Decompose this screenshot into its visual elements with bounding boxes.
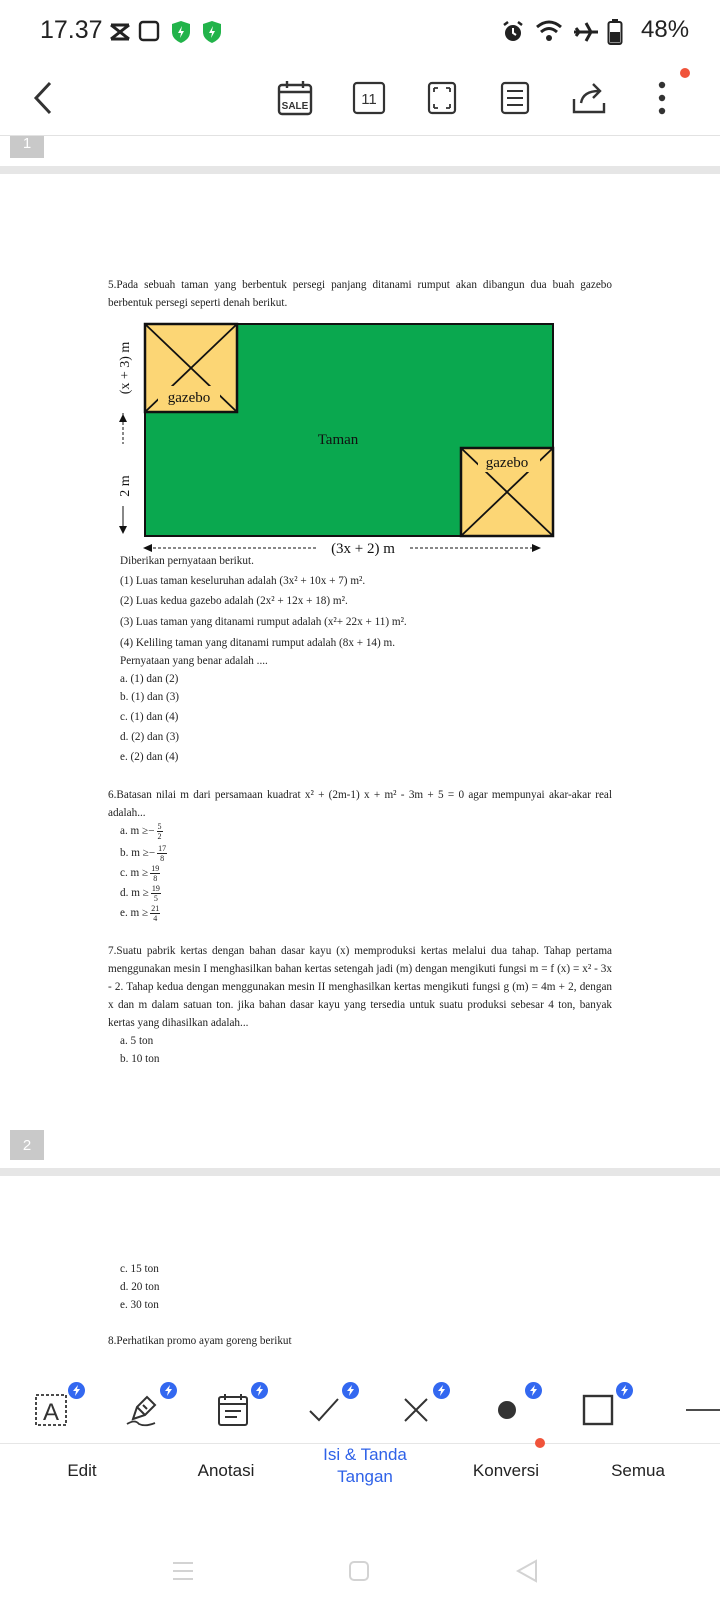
q7-option-d: d. 20 ton — [120, 1281, 160, 1293]
page-label-1: 1 — [10, 136, 44, 158]
square-tool[interactable] — [574, 1386, 622, 1434]
line-tool[interactable] — [672, 1386, 720, 1434]
recents-icon — [170, 1558, 196, 1584]
q6-option-b — [120, 844, 167, 863]
nav-back-icon — [514, 1558, 540, 1584]
dot-tool[interactable] — [483, 1386, 531, 1434]
page-count-icon — [352, 81, 386, 115]
q6-option-e — [120, 904, 160, 923]
q6-option-a — [120, 822, 163, 841]
square-icon — [582, 1394, 614, 1426]
top-toolbar — [0, 64, 720, 136]
q7-option-a: a. 5 ton — [120, 1035, 154, 1047]
gazebo-label-2: gazebo — [485, 455, 529, 471]
konversi-notification-dot — [535, 1438, 545, 1448]
question-7-text: 7.Suatu pabrik kertas dengan bahan dasar kayu (x) memproduksi kertas melalui dua tahap. Tahap pertama menggunakan mesin I menghasilkan bahan kertas setengah jadi (m) dengan mengikuti fungsi m = f (x) = x² - 3x - 2. Tahap kedua dengan menggunakan mesin II menghasilkan kertas mengikuti fungsi g (m) = 4m + 2, dengan x dan m dalam satuan ton. jika bahan dasar kayu yang tersedia untuk suatu produksi sebesar 4 ton, banyak kertas yang dihasilkan adalah... — [108, 945, 612, 1029]
q6-option-d-fraction — [151, 884, 161, 903]
q6-b-num: 17 — [158, 844, 167, 853]
more-button[interactable] — [638, 74, 686, 122]
q6-option-c-prefix: c. m ≥ — [120, 867, 149, 880]
sale-button[interactable] — [271, 74, 319, 122]
bolt-badge — [251, 1382, 268, 1399]
tab-isi-tanda-tangan[interactable]: Isi & Tanda Tangan — [323, 1445, 407, 1486]
q6-e-den: 4 — [153, 914, 158, 923]
page-count-button[interactable] — [345, 74, 393, 122]
q6-option-a-prefix: a. m ≥− — [120, 825, 155, 838]
tab-edit[interactable]: Edit — [67, 1461, 97, 1480]
bolt-badge — [160, 1382, 177, 1399]
q6-d-den: 5 — [153, 894, 158, 903]
document-viewer[interactable] — [0, 136, 720, 1376]
tab-semua[interactable]: Semua — [611, 1461, 665, 1480]
chevron-left-icon — [30, 80, 58, 116]
status-bar — [0, 0, 720, 64]
dot-icon — [496, 1399, 518, 1421]
statements-intro: Diberikan pernyataan berikut. — [120, 555, 254, 567]
share-icon — [571, 81, 607, 115]
q6-option-c-fraction — [150, 864, 160, 883]
bolt-icon — [255, 1385, 264, 1396]
q6-option-b-prefix: b. m ≥− — [120, 847, 156, 860]
battery-percent: 48% — [641, 16, 690, 43]
q6-a-den: 2 — [157, 832, 162, 841]
home-button[interactable] — [346, 1558, 372, 1584]
text-box-icon — [34, 1393, 68, 1427]
statement-2: (2) Luas kedua gazebo adalah (2x² + 12x + 18) m². — [120, 595, 348, 607]
bolt-icon — [529, 1385, 538, 1396]
taman-label: Taman — [317, 432, 359, 448]
q7-option-b: b. 10 ton — [120, 1053, 160, 1065]
cross-icon — [402, 1396, 430, 1424]
reader-mode-button[interactable] — [491, 74, 539, 122]
q5-option-a: a. (1) dan (2) — [120, 673, 179, 685]
statement-4: (4) Keliling taman yang ditanami rumput adalah (8x + 14) m. — [120, 637, 396, 649]
bolt-badge — [525, 1382, 542, 1399]
q6-option-c — [120, 864, 160, 883]
back-button[interactable] — [20, 74, 68, 122]
q6-b-den: 8 — [160, 854, 165, 863]
dimension-bottom: (3x + 2) m — [331, 541, 395, 556]
system-nav-bar — [0, 1540, 720, 1600]
bolt-icon — [437, 1385, 446, 1396]
gazebo-label-1: gazebo — [167, 390, 211, 406]
recents-button[interactable] — [170, 1558, 196, 1584]
fill-sign-toolbar — [0, 1376, 720, 1444]
garden-diagram — [108, 316, 558, 556]
svg-text:A: A — [42, 1399, 60, 1426]
status-time: 17.37 — [40, 16, 103, 44]
page-separator-2 — [0, 1168, 720, 1176]
capcut-icon — [108, 20, 132, 44]
question-5-text: 5.Pada sebuah taman yang berbentuk persegi panjang ditanami rumput akan dibangun dua buah gazebo berbentuk persegi seperti denah berikut. — [108, 279, 612, 309]
share-button[interactable] — [565, 74, 613, 122]
q5-option-d: d. (2) dan (3) — [120, 731, 180, 743]
statement-1: (1) Luas taman keseluruhan adalah (3x² + 10x + 7) m². — [120, 575, 366, 587]
q7-option-e: e. 30 ton — [120, 1299, 159, 1311]
nav-back-button[interactable] — [514, 1558, 540, 1584]
fullscreen-button[interactable] — [418, 74, 466, 122]
check-icon — [308, 1397, 340, 1423]
tab-konversi[interactable]: Konversi — [472, 1461, 540, 1480]
wifi-icon — [535, 19, 563, 43]
page-label-2: 2 — [10, 1130, 44, 1160]
q6-option-a-fraction — [157, 822, 163, 841]
page-count: 11 — [361, 91, 377, 108]
bolt-badge — [342, 1382, 359, 1399]
q6-option-e-fraction — [150, 904, 160, 923]
q6-a-num: 5 — [157, 822, 162, 831]
question-6-text: 6.Batasan nilai m dari persamaan kuadrat x² + (2m-1) x + m² - 3m + 5 = 0 agar mempunyai akar-akar real adalah... — [108, 789, 612, 819]
bolt-icon — [164, 1385, 173, 1396]
battery-icon — [607, 18, 623, 46]
check-tool[interactable] — [300, 1386, 348, 1434]
page-separator — [0, 166, 720, 174]
gazebo-top-left — [145, 324, 237, 412]
q6-e-num: 21 — [151, 904, 160, 913]
bolt-badge — [616, 1382, 633, 1399]
screen-icon — [138, 20, 160, 42]
notification-dot — [680, 68, 690, 78]
sale-calendar-icon — [277, 80, 313, 116]
dimension-left-top: (x + 3) m — [118, 341, 133, 395]
q5-option-c: c. (1) dan (4) — [120, 711, 179, 723]
q5-option-b: b. (1) dan (3) — [120, 691, 180, 703]
more-vertical-icon — [657, 80, 667, 116]
statement-3: (3) Luas taman yang ditanami rumput adalah (x²+ 22x + 11) m². — [120, 616, 407, 628]
q6-option-d-prefix: d. m ≥ — [120, 887, 149, 900]
sale-label: SALE — [281, 101, 309, 112]
line-icon — [672, 1408, 720, 1412]
bolt-icon — [346, 1385, 355, 1396]
fullscreen-icon — [427, 81, 457, 115]
q5-option-e: e. (2) dan (4) — [120, 751, 179, 763]
signature-pen-icon — [125, 1393, 159, 1427]
q6-d-num: 19 — [151, 884, 160, 893]
dimension-left-bottom: 2 m — [118, 475, 133, 497]
bolt-badge — [68, 1382, 85, 1399]
bolt-icon — [620, 1385, 629, 1396]
bolt-icon — [72, 1385, 81, 1396]
shield-icon-2 — [201, 20, 223, 44]
airplane-icon — [572, 20, 600, 44]
alarm-icon — [501, 20, 525, 44]
bottom-tabs — [0, 1444, 720, 1520]
q6-c-den: 8 — [153, 874, 158, 883]
question-8-text: 8.Perhatikan promo ayam goreng berikut — [108, 1335, 292, 1347]
signature-tool[interactable] — [118, 1386, 166, 1434]
bolt-badge — [433, 1382, 450, 1399]
home-icon — [346, 1558, 372, 1584]
q7-option-c: c. 15 ton — [120, 1263, 159, 1275]
question-5-prompt: Pernyataan yang benar adalah .... — [120, 655, 268, 667]
form-tool[interactable] — [209, 1386, 257, 1434]
q6-option-b-fraction — [157, 844, 167, 863]
q6-option-e-prefix: e. m ≥ — [120, 907, 149, 920]
form-icon — [217, 1393, 249, 1427]
tab-anotasi[interactable]: Anotasi — [197, 1461, 255, 1480]
q6-c-num: 19 — [151, 864, 160, 873]
q6-option-d — [120, 884, 161, 903]
reader-mode-icon — [500, 81, 530, 115]
shield-icon — [170, 20, 192, 44]
gazebo-bottom-right — [461, 448, 553, 536]
